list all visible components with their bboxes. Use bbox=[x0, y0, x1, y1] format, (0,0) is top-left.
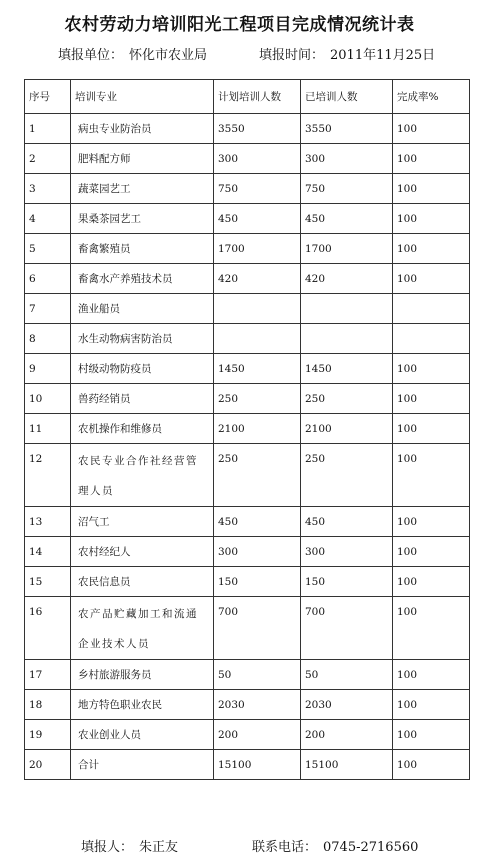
cell-trained: 3550 bbox=[301, 114, 393, 144]
cell-planned: 150 bbox=[214, 567, 301, 597]
cell-rate: 100 bbox=[393, 144, 470, 174]
cell-no: 2 bbox=[25, 144, 71, 174]
cell-specialty: 农机操作和维修员 bbox=[71, 414, 214, 444]
cell-trained: 15100 bbox=[301, 750, 393, 780]
header-rate: 完成率% bbox=[393, 80, 470, 114]
cell-specialty: 农民信息员 bbox=[71, 567, 214, 597]
cell-planned: 250 bbox=[214, 444, 301, 507]
table-row bbox=[25, 444, 470, 507]
table-row bbox=[25, 507, 470, 537]
cell-specialty: 畜禽繁殖员 bbox=[71, 234, 214, 264]
table-row bbox=[25, 567, 470, 597]
table-row bbox=[25, 537, 470, 567]
cell-specialty: 蔬菜园艺工 bbox=[71, 174, 214, 204]
table-row bbox=[25, 174, 470, 204]
cell-rate: 100 bbox=[393, 174, 470, 204]
cell-specialty: 村级动物防疫员 bbox=[71, 354, 214, 384]
cell-planned: 450 bbox=[214, 204, 301, 234]
cell-planned: 420 bbox=[214, 264, 301, 294]
cell-specialty: 合计 bbox=[71, 750, 214, 780]
cell-trained: 2030 bbox=[301, 690, 393, 720]
cell-specialty: 地方特色职业农民 bbox=[71, 690, 214, 720]
cell-trained: 50 bbox=[301, 660, 393, 690]
cell-specialty: 乡村旅游服务员 bbox=[71, 660, 214, 690]
filler-value: 朱正友 bbox=[139, 840, 179, 855]
fill-time bbox=[259, 44, 435, 63]
cell-no: 19 bbox=[25, 720, 71, 750]
cell-planned: 450 bbox=[214, 507, 301, 537]
cell-specialty: 农业创业人员 bbox=[71, 720, 214, 750]
cell-specialty: 兽药经销员 bbox=[71, 384, 214, 414]
table-row bbox=[25, 324, 470, 354]
cell-planned: 1700 bbox=[214, 234, 301, 264]
table-row-total bbox=[25, 750, 470, 780]
cell-no: 1 bbox=[25, 114, 71, 144]
table-header-row bbox=[25, 80, 470, 114]
cell-specialty: 果桑茶园艺工 bbox=[71, 204, 214, 234]
cell-planned bbox=[214, 324, 301, 354]
table-row bbox=[25, 234, 470, 264]
cell-trained: 1700 bbox=[301, 234, 393, 264]
cell-planned: 50 bbox=[214, 660, 301, 690]
fill-unit bbox=[58, 44, 207, 63]
cell-planned: 300 bbox=[214, 144, 301, 174]
fill-time-value: 2011年11月25日 bbox=[330, 48, 436, 63]
header-specialty: 培训专业 bbox=[71, 80, 214, 114]
contact-phone bbox=[252, 836, 418, 855]
header-planned: 计划培训人数 bbox=[214, 80, 301, 114]
cell-no: 4 bbox=[25, 204, 71, 234]
cell-no: 12 bbox=[25, 444, 71, 507]
cell-no: 18 bbox=[25, 690, 71, 720]
cell-no: 15 bbox=[25, 567, 71, 597]
cell-trained bbox=[301, 294, 393, 324]
cell-rate: 100 bbox=[393, 444, 470, 507]
phone-value: 0745-2716560 bbox=[323, 840, 419, 855]
cell-planned: 2100 bbox=[214, 414, 301, 444]
cell-planned: 300 bbox=[214, 537, 301, 567]
statistics-table bbox=[24, 79, 470, 780]
table-row bbox=[25, 597, 470, 660]
cell-no: 17 bbox=[25, 660, 71, 690]
cell-trained: 250 bbox=[301, 384, 393, 414]
cell-no: 6 bbox=[25, 264, 71, 294]
table-row bbox=[25, 384, 470, 414]
cell-trained bbox=[301, 324, 393, 354]
cell-specialty: 农村经纪人 bbox=[71, 537, 214, 567]
header-no: 序号 bbox=[25, 80, 71, 114]
cell-trained: 450 bbox=[301, 204, 393, 234]
cell-no: 5 bbox=[25, 234, 71, 264]
cell-trained: 750 bbox=[301, 174, 393, 204]
cell-rate: 100 bbox=[393, 114, 470, 144]
cell-no: 7 bbox=[25, 294, 71, 324]
cell-trained: 2100 bbox=[301, 414, 393, 444]
cell-rate: 100 bbox=[393, 354, 470, 384]
cell-rate: 100 bbox=[393, 414, 470, 444]
header-trained: 已培训人数 bbox=[301, 80, 393, 114]
cell-rate: 100 bbox=[393, 750, 470, 780]
cell-specialty: 农产品贮藏加工和流通企业技术人员 bbox=[71, 597, 214, 660]
cell-rate: 100 bbox=[393, 720, 470, 750]
cell-rate bbox=[393, 324, 470, 354]
cell-planned bbox=[214, 294, 301, 324]
cell-specialty: 水生动物病害防治员 bbox=[71, 324, 214, 354]
cell-specialty: 畜禽水产养殖技术员 bbox=[71, 264, 214, 294]
cell-trained: 200 bbox=[301, 720, 393, 750]
cell-rate: 100 bbox=[393, 204, 470, 234]
table-row bbox=[25, 720, 470, 750]
cell-specialty: 病虫专业防治员 bbox=[71, 114, 214, 144]
table-row bbox=[25, 690, 470, 720]
cell-rate: 100 bbox=[393, 567, 470, 597]
fill-unit-value: 怀化市农业局 bbox=[129, 48, 208, 63]
cell-planned: 200 bbox=[214, 720, 301, 750]
cell-no: 13 bbox=[25, 507, 71, 537]
cell-specialty: 农民专业合作社经营管理人员 bbox=[71, 444, 214, 507]
cell-planned: 750 bbox=[214, 174, 301, 204]
table-row bbox=[25, 264, 470, 294]
cell-no: 3 bbox=[25, 174, 71, 204]
cell-no: 8 bbox=[25, 324, 71, 354]
table-row bbox=[25, 414, 470, 444]
cell-trained: 420 bbox=[301, 264, 393, 294]
report-title: 农村劳动力培训阳光工程项目完成情况统计表 bbox=[64, 15, 415, 35]
cell-planned: 1450 bbox=[214, 354, 301, 384]
table-row bbox=[25, 114, 470, 144]
cell-no: 20 bbox=[25, 750, 71, 780]
cell-rate: 100 bbox=[393, 690, 470, 720]
cell-rate: 100 bbox=[393, 384, 470, 414]
cell-planned: 2030 bbox=[214, 690, 301, 720]
table-row bbox=[25, 660, 470, 690]
cell-specialty: 渔业船员 bbox=[71, 294, 214, 324]
cell-trained: 700 bbox=[301, 597, 393, 660]
cell-rate bbox=[393, 294, 470, 324]
table-row bbox=[25, 204, 470, 234]
cell-rate: 100 bbox=[393, 597, 470, 660]
fill-time-label: 填报时间： bbox=[259, 48, 325, 63]
cell-no: 11 bbox=[25, 414, 71, 444]
fill-unit-label: 填报单位： bbox=[58, 48, 124, 63]
cell-planned: 15100 bbox=[214, 750, 301, 780]
cell-rate: 100 bbox=[393, 507, 470, 537]
cell-no: 16 bbox=[25, 597, 71, 660]
cell-rate: 100 bbox=[393, 537, 470, 567]
cell-trained: 450 bbox=[301, 507, 393, 537]
cell-trained: 150 bbox=[301, 567, 393, 597]
phone-label: 联系电话： bbox=[252, 840, 318, 855]
cell-trained: 300 bbox=[301, 537, 393, 567]
cell-trained: 300 bbox=[301, 144, 393, 174]
cell-no: 10 bbox=[25, 384, 71, 414]
table-row bbox=[25, 354, 470, 384]
cell-specialty: 肥料配方师 bbox=[71, 144, 214, 174]
cell-rate: 100 bbox=[393, 264, 470, 294]
table-row bbox=[25, 294, 470, 324]
cell-planned: 3550 bbox=[214, 114, 301, 144]
table-row bbox=[25, 144, 470, 174]
cell-trained: 1450 bbox=[301, 354, 393, 384]
filler-label: 填报人： bbox=[81, 840, 134, 855]
filler bbox=[81, 836, 178, 855]
cell-specialty: 沼气工 bbox=[71, 507, 214, 537]
cell-planned: 700 bbox=[214, 597, 301, 660]
cell-no: 9 bbox=[25, 354, 71, 384]
cell-trained: 250 bbox=[301, 444, 393, 507]
cell-rate: 100 bbox=[393, 660, 470, 690]
cell-rate: 100 bbox=[393, 234, 470, 264]
cell-planned: 250 bbox=[214, 384, 301, 414]
cell-no: 14 bbox=[25, 537, 71, 567]
